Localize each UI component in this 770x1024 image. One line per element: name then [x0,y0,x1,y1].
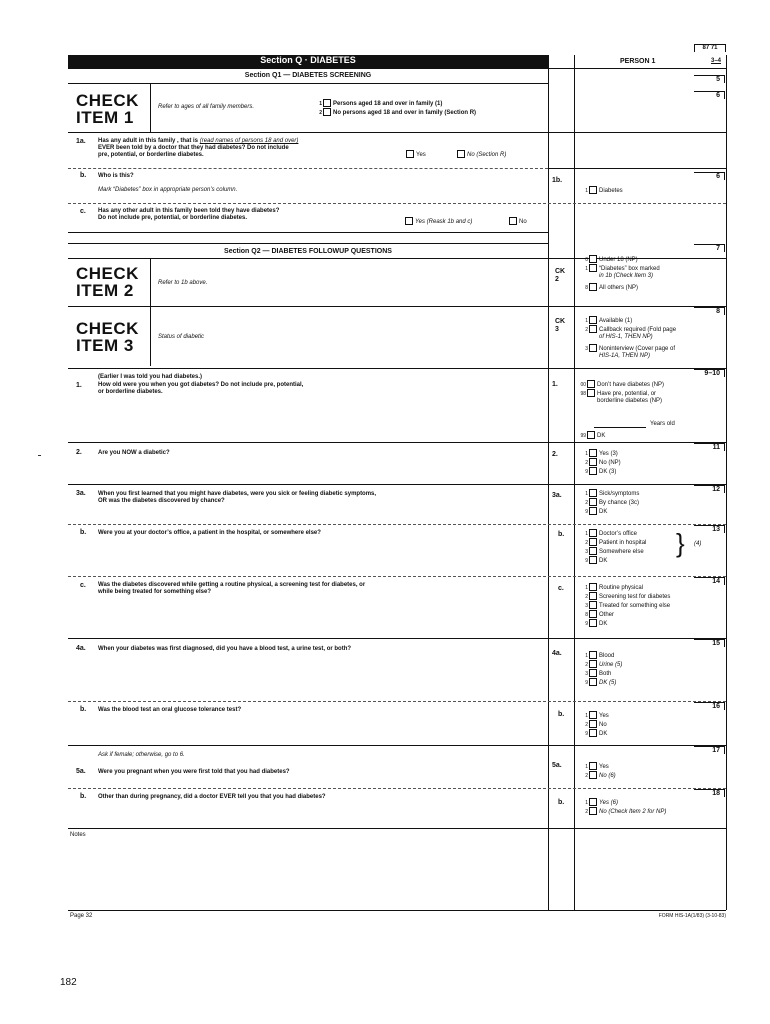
scan-mark [38,455,41,456]
q3a-right-number: 3a. [552,492,562,499]
q1-right-number: 1. [552,381,558,388]
check-item-3-instruction: Status of diabetic [158,334,205,340]
q4b-right-number: b. [558,711,565,718]
q4b-question: Was the blood test an oral glucose tolerance test? [98,707,242,713]
section-q-header [68,55,548,68]
q1a-yes[interactable]: Yes [405,150,426,159]
q1-number: 1. [76,382,82,389]
q3c-options: 1 Routine physical 2 Screening test for diabetes 3 Treated for something else 8 Other 9 DK [580,583,670,628]
q2-number: 2. [76,449,82,456]
q1b-instruction: Mark “Diabetes” box in appropriate person’s column. [98,187,238,193]
person-label: PERSON 1 [620,58,656,65]
q5b-options: 1 Yes (6) 2 No (Check Item 2 for NP) [580,798,666,816]
q3c-number: c. [80,582,86,589]
q3a-number: 3a. [76,490,86,497]
q3a-question: When you first learned that you might have diabetes, were you sick or feeling diabetic symptoms, OR was the diabetes discovered by chance? [98,491,377,504]
q3b-question: Were you at your doctor’s office, a patient in the hospital, or somewhere else? [98,530,321,536]
q2-question: Are you NOW a diabetic? [98,450,170,456]
section-q-title: Section Q · DIABETES [260,55,356,65]
q1a-no[interactable]: No (Section R) [456,150,506,159]
item-number: 15 [694,639,725,647]
notes-label: Notes [70,832,86,838]
item-number: 17 [694,746,725,754]
item-number: 7 [694,244,725,252]
item-number: 13 [694,525,725,533]
q1-question: How old were you when you got diabetes? Do not include pre, potential, or borderline diabetes. [98,382,304,395]
q1b-number: b. [80,172,87,179]
brace-icon: } [676,528,685,558]
item-number: 11 [694,443,725,451]
q1b-diabetes-option[interactable]: 1 Diabetes [580,186,623,195]
q1c-question: Has any other adult in this family been told they have diabetes? Do not include pre, potential, or borderline diabetes. [98,208,280,221]
item-number: 18 [694,789,725,797]
section-q2-title: Section Q2 — DIABETES FOLLOWUP QUESTIONS [224,248,392,255]
q3b-options: 1 Doctor’s office 2 Patient in hospital 3 Somewhere else 9 DK [580,529,646,565]
q1c-yes[interactable]: Yes (Reask 1b and c) [404,217,472,226]
item-number: 12 [694,485,725,493]
top-code-2: 3–4 [710,58,721,64]
q1b-question: Who is this? [98,173,134,179]
q1a-question: Has any adult in this family , that is (read names of persons 18 and over) EVER been told by a doctor that they had diabetes? Do not include pre, potential, or borderline diabetes. [98,138,299,158]
q4a-question: When your diabetes was first diagnosed, did you have a blood test, a urine test, or both? [98,646,352,652]
ck2-label: CK 2 [555,268,566,283]
q1-options: 00 Don’t have diabetes (NP) 98 Have pre, potential, or borderline diabetes (NP) [578,380,664,405]
q1a-number: 1a. [76,138,86,145]
q2-options: 1 Yes (3) 2 No (NP) 9 DK (3) [580,449,621,476]
q3b-right-number: b. [558,531,565,538]
q4a-right-number: 4a. [552,650,562,657]
check-item-1-instruction: Refer to ages of all family members. [158,104,255,110]
check-item-3-options: 1 Available (1) 2 Callback required (Fold page of HIS-1, THEN NP) 3 Noninterview (Cover page of HIS-1A, THEN NP) [580,316,676,360]
item-number: 9–10 [694,369,725,377]
section-q1-title: Section Q1 — DIABETES SCREENING [244,72,372,79]
q5b-number: b. [80,793,87,800]
q3a-options: 1 Sick/symptoms 2 By chance (3c) 9 DK [580,489,639,516]
item-number: 6 [694,91,725,99]
check-item-1-title: CHECK ITEM 1 [76,91,139,127]
q3b-number: b. [80,529,87,536]
q1b-right-number: 1b. [552,177,563,184]
page-number: 182 [60,977,77,988]
q3b-skip: (4) [694,541,702,547]
q5a-right-number: 5a. [552,762,562,769]
q5a-options: 1 Yes 2 No (6) [580,762,616,780]
q3c-right-number: c. [558,585,564,592]
check-item-2-options: 0 Under 18 (NP) 1 “Diabetes” box marked in 1b (Check Item 3) 8 All others (NP) [580,255,660,292]
item-number: 16 [694,702,725,710]
item-number: 6 [694,172,725,180]
check-item-2-instruction: Refer to 1b above. [158,280,208,286]
checkbox[interactable] [323,108,331,116]
checkbox[interactable] [323,99,331,107]
q1c-no[interactable]: No [508,217,527,226]
q5b-right-number: b. [558,799,565,806]
q5a-question: Were you pregnant when you were first told that you had diabetes? [98,769,290,775]
footer-left: Page 32 [70,913,93,919]
q4b-options: 1 Yes 2 No 9 DK [580,711,609,738]
ck3-label: CK 3 [555,318,566,333]
q1-dk[interactable]: 99 DK [578,431,605,440]
q1c-number: c. [80,208,86,215]
q3c-question: Was the diabetes discovered while getting a routine physical, a screening test for diabetes, or while being treated for something else? [98,582,366,595]
check-item-3-title: CHECK ITEM 3 [76,319,139,355]
q5b-question: Other than during pregnancy, did a doctor EVER tell you that you had diabetes? [98,794,326,800]
notes-area[interactable] [68,840,726,908]
q4a-options: 1 Blood 2 Urine (5) 3 Both 9 DK (5) [580,651,622,687]
q2-right-number: 2. [552,451,558,458]
q1-years-old: Years old [650,421,675,427]
footer-right: FORM HIS-1A(1/83) (3-10-83) [658,913,726,919]
q1-preamble: (Earlier I was told you had diabetes.) [98,374,203,380]
q4b-number: b. [80,706,87,713]
check-item-1-options: 1 Persons aged 18 and over in family (1) 2 No persons aged 18 and over in family (Section R) [314,99,476,117]
item-number: 8 [694,307,725,315]
item-number: 5 [694,75,725,83]
q4a-number: 4a. [76,645,86,652]
top-code: 87 71 [694,44,726,52]
check-item-2-title: CHECK ITEM 2 [76,264,139,300]
q5a-preamble: Ask if female; otherwise, go to 6. [98,752,185,758]
item-number: 14 [694,577,725,585]
q5a-number: 5a. [76,768,86,775]
